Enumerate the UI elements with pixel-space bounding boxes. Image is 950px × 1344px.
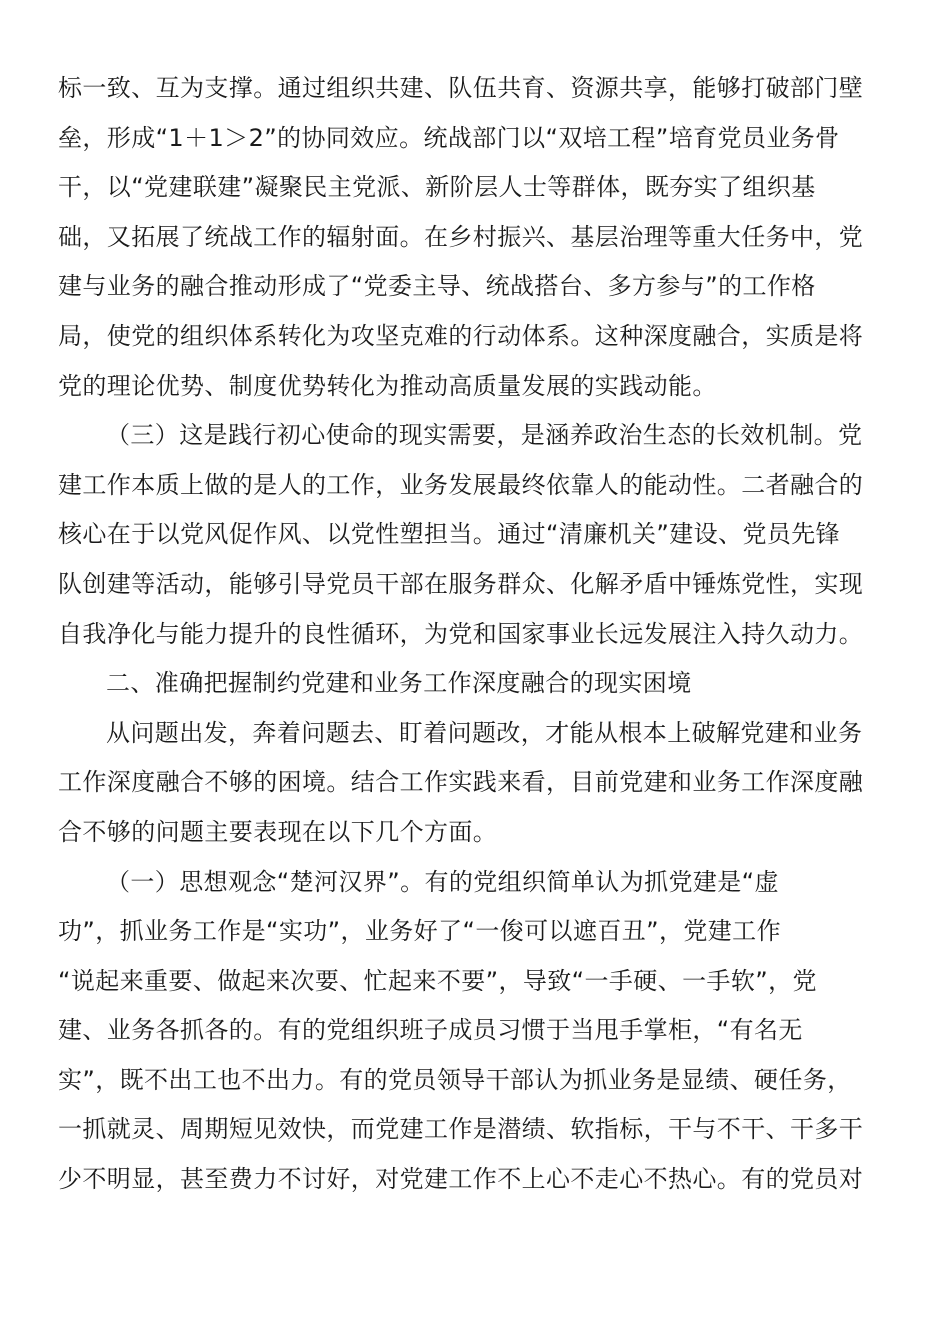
paragraph-start-line: 从问题出发，奔着问题去、盯着问题改，才能从根本上破解党建和业务 [106,718,863,747]
text-line: 建工作本质上做的是人的工作，业务发展最终依靠人的能动性。二者融合的 [58,470,864,499]
paragraph-start-line: （一）思想观念“楚河汉界”。有的党组织简单认为抓党建是“虚 [106,867,779,896]
text-line: “说起来重要、做起来次要、忙起来不要”，导致“一手硬、一手软”，党 [58,966,817,995]
paragraph-start-line: （三）这是践行初心使命的现实需要，是涵养政治生态的长效机制。党 [106,421,863,450]
text-line: 干，以“党建联建”凝聚民主党派、新阶层人士等群体，既夯实了组织基 [58,173,816,202]
body-text [58,64,898,1205]
text-line: 建、业务各抓各的。有的党组织班子成员习惯于当甩手掌柜，“有名无 [58,1016,803,1045]
section-heading: 二、准确把握制约党建和业务工作深度融合的现实困境 [106,669,692,698]
text-line: 工作深度融合不够的困境。结合工作实践来看，目前党建和业务工作深度融 [58,768,864,797]
text-line: 标一致、互为支撑。通过组织共建、队伍共育、资源共享，能够打破部门壁 [58,74,864,102]
text-line: 局，使党的组织体系转化为攻坚克难的行动体系。这种深度融合，实质是将 [58,321,864,350]
text-line: 础，又拓展了统战工作的辐射面。在乡村振兴、基层治理等重大任务中，党 [58,222,864,251]
text-line: 队创建等活动，能够引导党员干部在服务群众、化解矛盾中锤炼党性，实现 [58,569,864,598]
text-line: 党的理论优势、制度优势转化为推动高质量发展的实践动能。 [58,371,717,400]
text-line: 自我净化与能力提升的良性循环，为党和国家事业长远发展注入持久动力。 [58,619,864,648]
text-line: 核心在于以党风促作风、以党性塑担当。通过“清廉机关”建设、党员先锋 [58,520,841,549]
text-line: 垒，形成“1＋1＞2”的协同效应。统战部门以“双培工程”培育党员业务骨 [58,123,840,152]
text-line: 一抓就灵、周期短见效快，而党建工作是潜绩、软指标，干与不干、干多干 [58,1115,864,1144]
text-line: 功”，抓业务工作是“实功”，业务好了“一俊可以遮百丑”，党建工作 [58,917,781,946]
text-line: 合不够的问题主要表现在以下几个方面。 [58,817,498,846]
text-line: 少不明显，甚至费力不讨好，对党建工作不上心不走心不热心。有的党员对 [58,1165,864,1194]
text-line: 实”，既不出工也不出力。有的党员领导干部认为抓业务是显绩、硬任务， [58,1065,852,1094]
text-line: 建与业务的融合推动形成了“党委主导、统战搭台、多方参与”的工作格 [58,272,816,301]
